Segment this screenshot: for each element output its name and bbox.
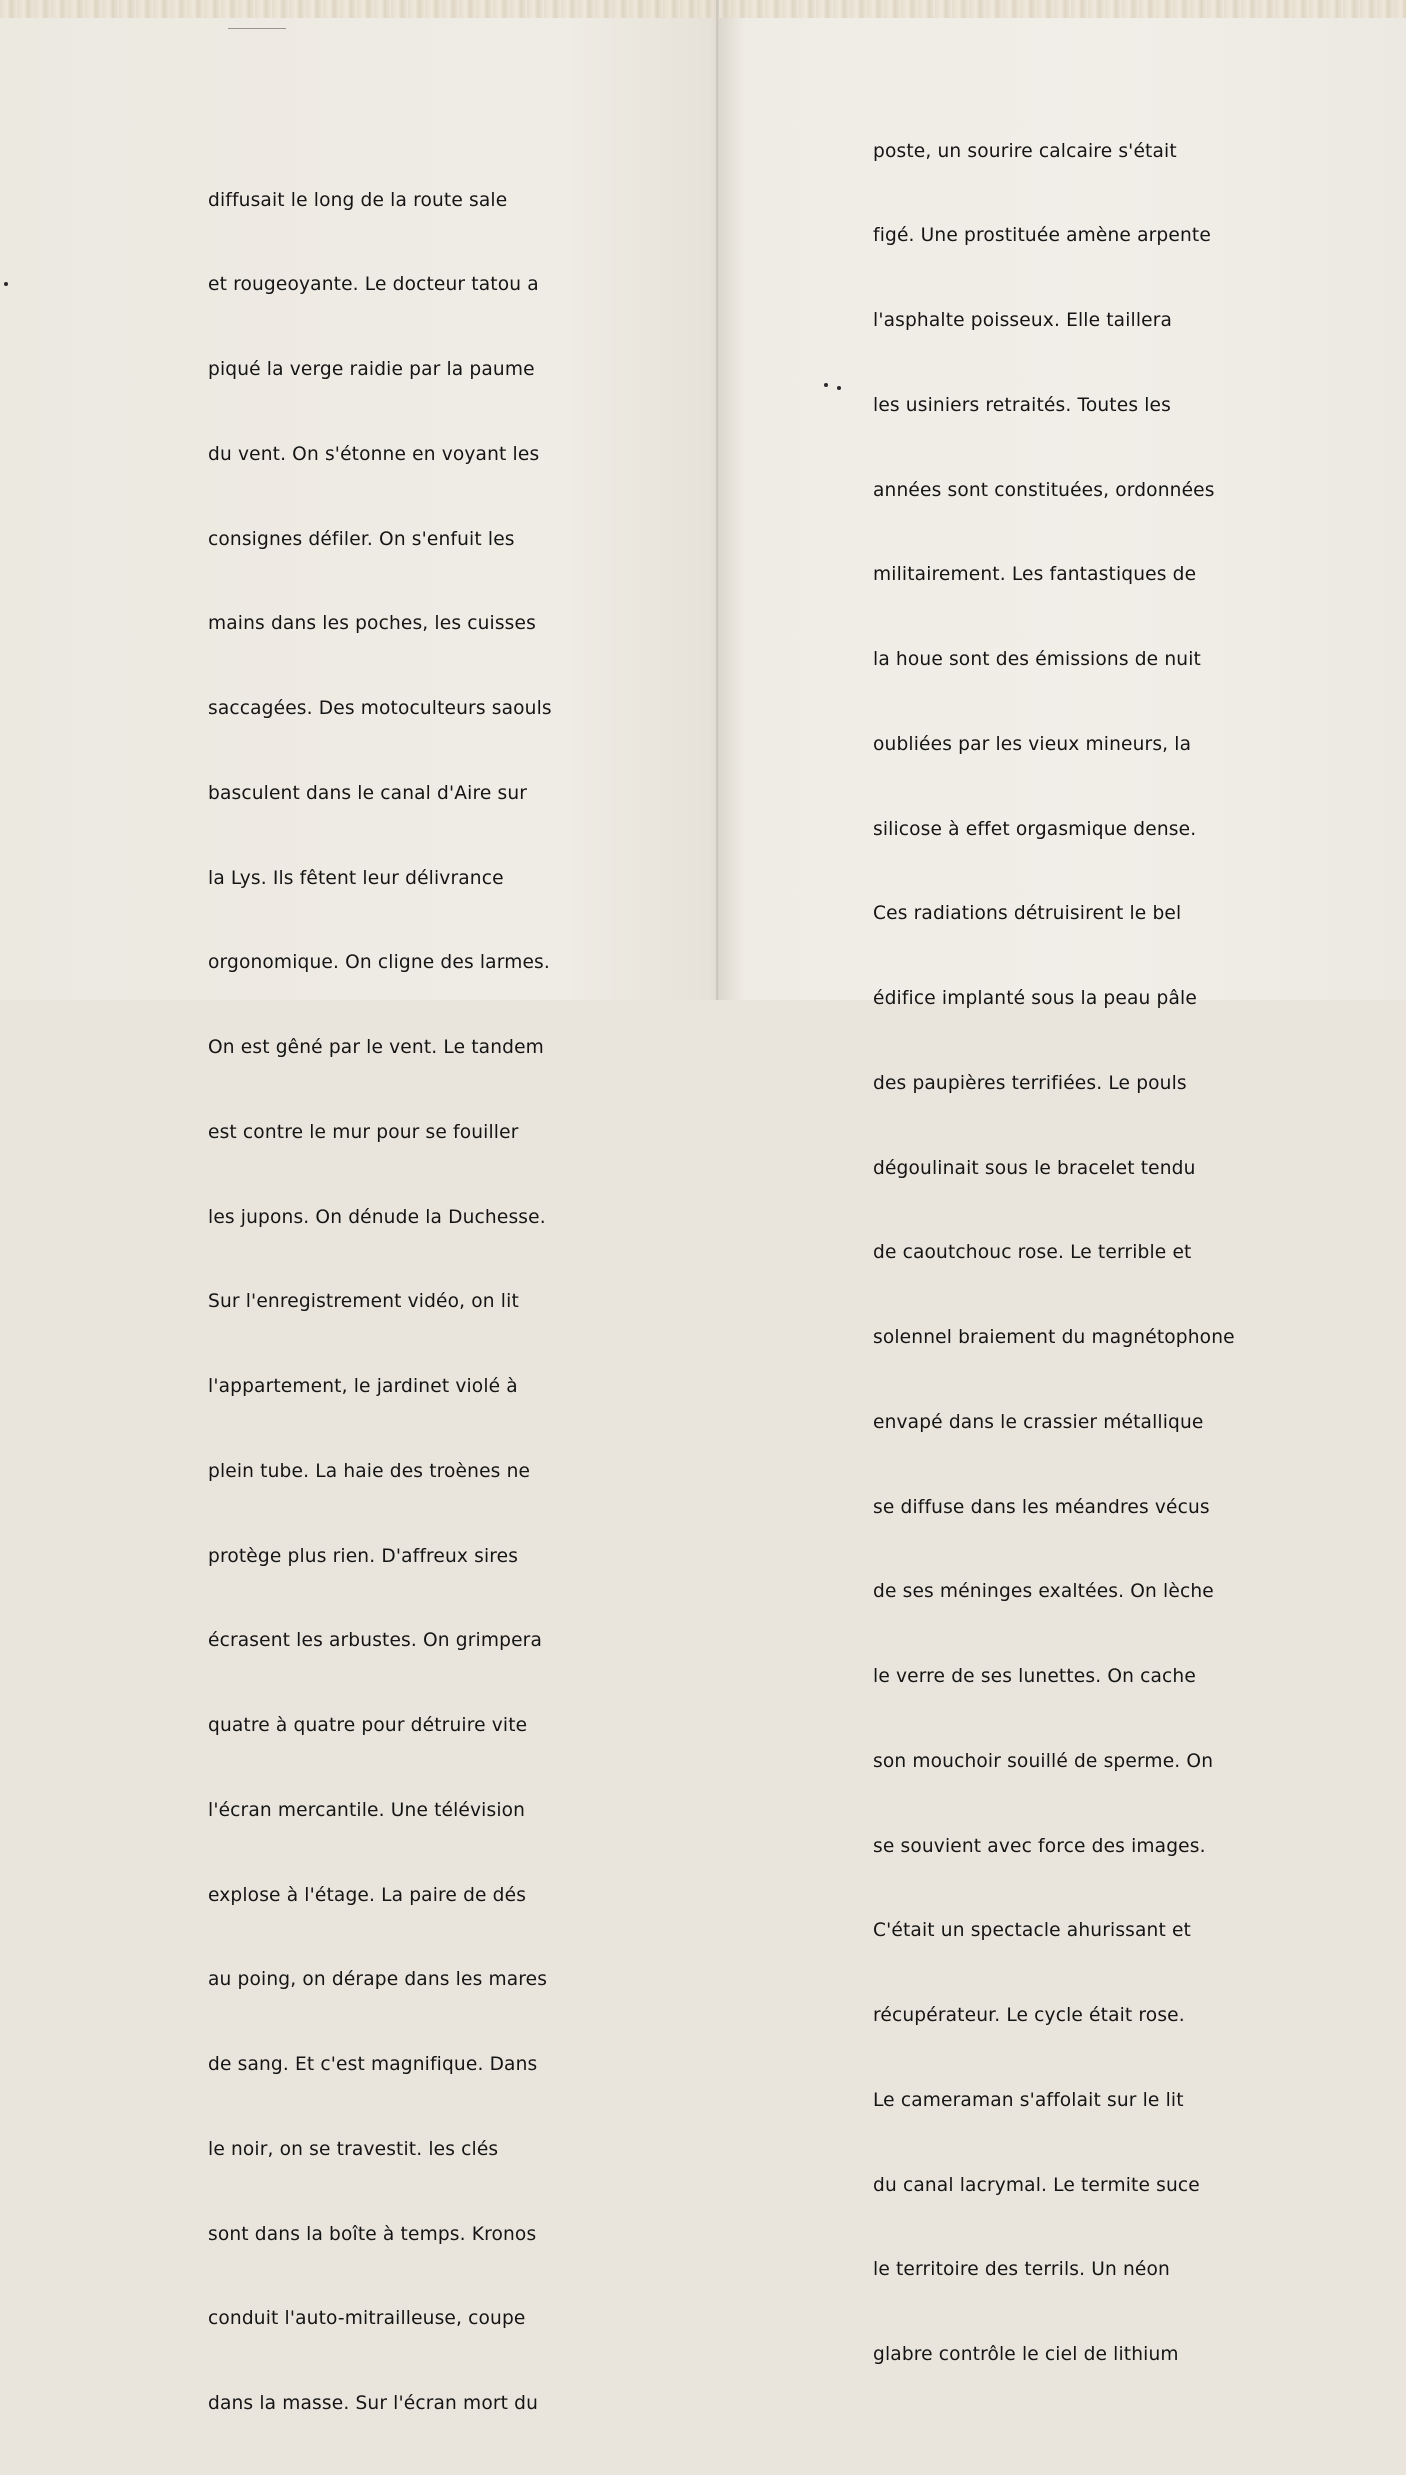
text-line: les jupons. On dénude la Duchesse. [208, 1206, 546, 1228]
text-line: plein tube. La haie des troènes ne [208, 1460, 531, 1482]
text-line: oubliées par les vieux mineurs, la [873, 733, 1192, 755]
text-line: C'était un spectacle ahurissant et [873, 1920, 1191, 1942]
text-line: quatre à quatre pour détruire vite [208, 1715, 528, 1736]
text-line: la Lys. Ils fêtent leur délivrance [208, 867, 504, 889]
text-line: silicose à effet orgasmique dense. [873, 818, 1197, 840]
text-line: de ses méninges exaltées. On lèche [873, 1581, 1214, 1603]
text-line: consignes défiler. On s'enfuit les [208, 528, 515, 550]
right-page-text [873, 81, 1235, 2426]
text-line: l'asphalte poisseux. Elle taillera [873, 310, 1173, 331]
text-line: sont dans la boîte à temps. Kronos [208, 2223, 537, 2245]
text-line: conduit l'auto-mitrailleuse, coupe [208, 2308, 526, 2330]
text-line: protège plus rien. D'affreux sires [208, 1545, 519, 1567]
text-line: le noir, on se travestit. les clés [208, 2138, 499, 2160]
text-line: diffusait le long de la route sale [208, 189, 508, 211]
text-line: dégoulinait sous le bracelet tendu [873, 1157, 1196, 1179]
left-page [0, 0, 716, 2414]
text-line: On est gêné par le vent. Le tandem [208, 1037, 544, 1058]
text-line: saccagées. Des motoculteurs saouls [208, 698, 552, 719]
text-line: du vent. On s'étonne en voyant les [208, 443, 540, 465]
left-page-text [208, 130, 552, 2475]
text-line: édifice implanté sous la peau pâle [873, 988, 1197, 1009]
text-line: Sur l'enregistrement vidéo, on lit [208, 1291, 519, 1313]
text-line: mains dans les poches, les cuisses [208, 613, 536, 635]
text-line: piqué la verge raidie par la paume [208, 359, 535, 380]
text-line: solennel braiement du magnétophone [873, 1327, 1235, 1348]
text-line: l'appartement, le jardinet violé à [208, 1376, 518, 1397]
text-line: au poing, on dérape dans les mares [208, 1969, 548, 1991]
right-page [719, 0, 1406, 2365]
text-line: les usiniers retraités. Toutes les [873, 394, 1171, 416]
text-line: militairement. Les fantastiques de [873, 564, 1197, 586]
text-line: la houe sont des émissions de nuit [873, 649, 1201, 670]
text-line: basculent dans le canal d'Aire sur [208, 782, 528, 804]
text-line: de sang. Et c'est magnifique. Dans [208, 2054, 538, 2075]
text-line: des paupières terrifiées. Le pouls [873, 1072, 1187, 1094]
text-line: récupérateur. Le cycle était rose. [873, 2005, 1185, 2026]
text-line: poste, un sourire calcaire s'était [873, 140, 1177, 162]
text-line: est contre le mur pour se fouiller [208, 1121, 519, 1143]
text-line: glabre contrôle le ciel de lithium [873, 2344, 1179, 2365]
text-line: se souvient avec force des images. [873, 1835, 1206, 1857]
text-line: orgonomique. On cligne des larmes. [208, 952, 550, 974]
text-line: explose à l'étage. La paire de dés [208, 1884, 527, 1906]
text-line: envapé dans le crassier métallique [873, 1411, 1204, 1433]
text-line: son mouchoir souillé de sperme. On [873, 1750, 1214, 1772]
text-line: dans la masse. Sur l'écran mort du [208, 2393, 539, 2414]
text-line: écrasent les arbustes. On grimpera [208, 1630, 543, 1652]
text-line: figé. Une prostituée amène arpente [873, 225, 1211, 247]
text-line: de caoutchouc rose. Le terrible et [873, 1242, 1192, 1264]
text-line: le territoire des terrils. Un néon [873, 2259, 1170, 2281]
text-line: du canal lacrymal. Le termite suce [873, 2174, 1200, 2196]
text-line: et rougeoyante. Le docteur tatou a [208, 274, 539, 296]
text-line: se diffuse dans les méandres vécus [873, 1496, 1210, 1518]
text-line: l'écran mercantile. Une télévision [208, 1799, 526, 1821]
text-line: Le cameraman s'affolait sur le lit [873, 2089, 1184, 2111]
text-line: le verre de ses lunettes. On cache [873, 1666, 1196, 1687]
text-line: années sont constituées, ordonnées [873, 479, 1215, 501]
text-line: Ces radiations détruisirent le bel [873, 903, 1182, 925]
